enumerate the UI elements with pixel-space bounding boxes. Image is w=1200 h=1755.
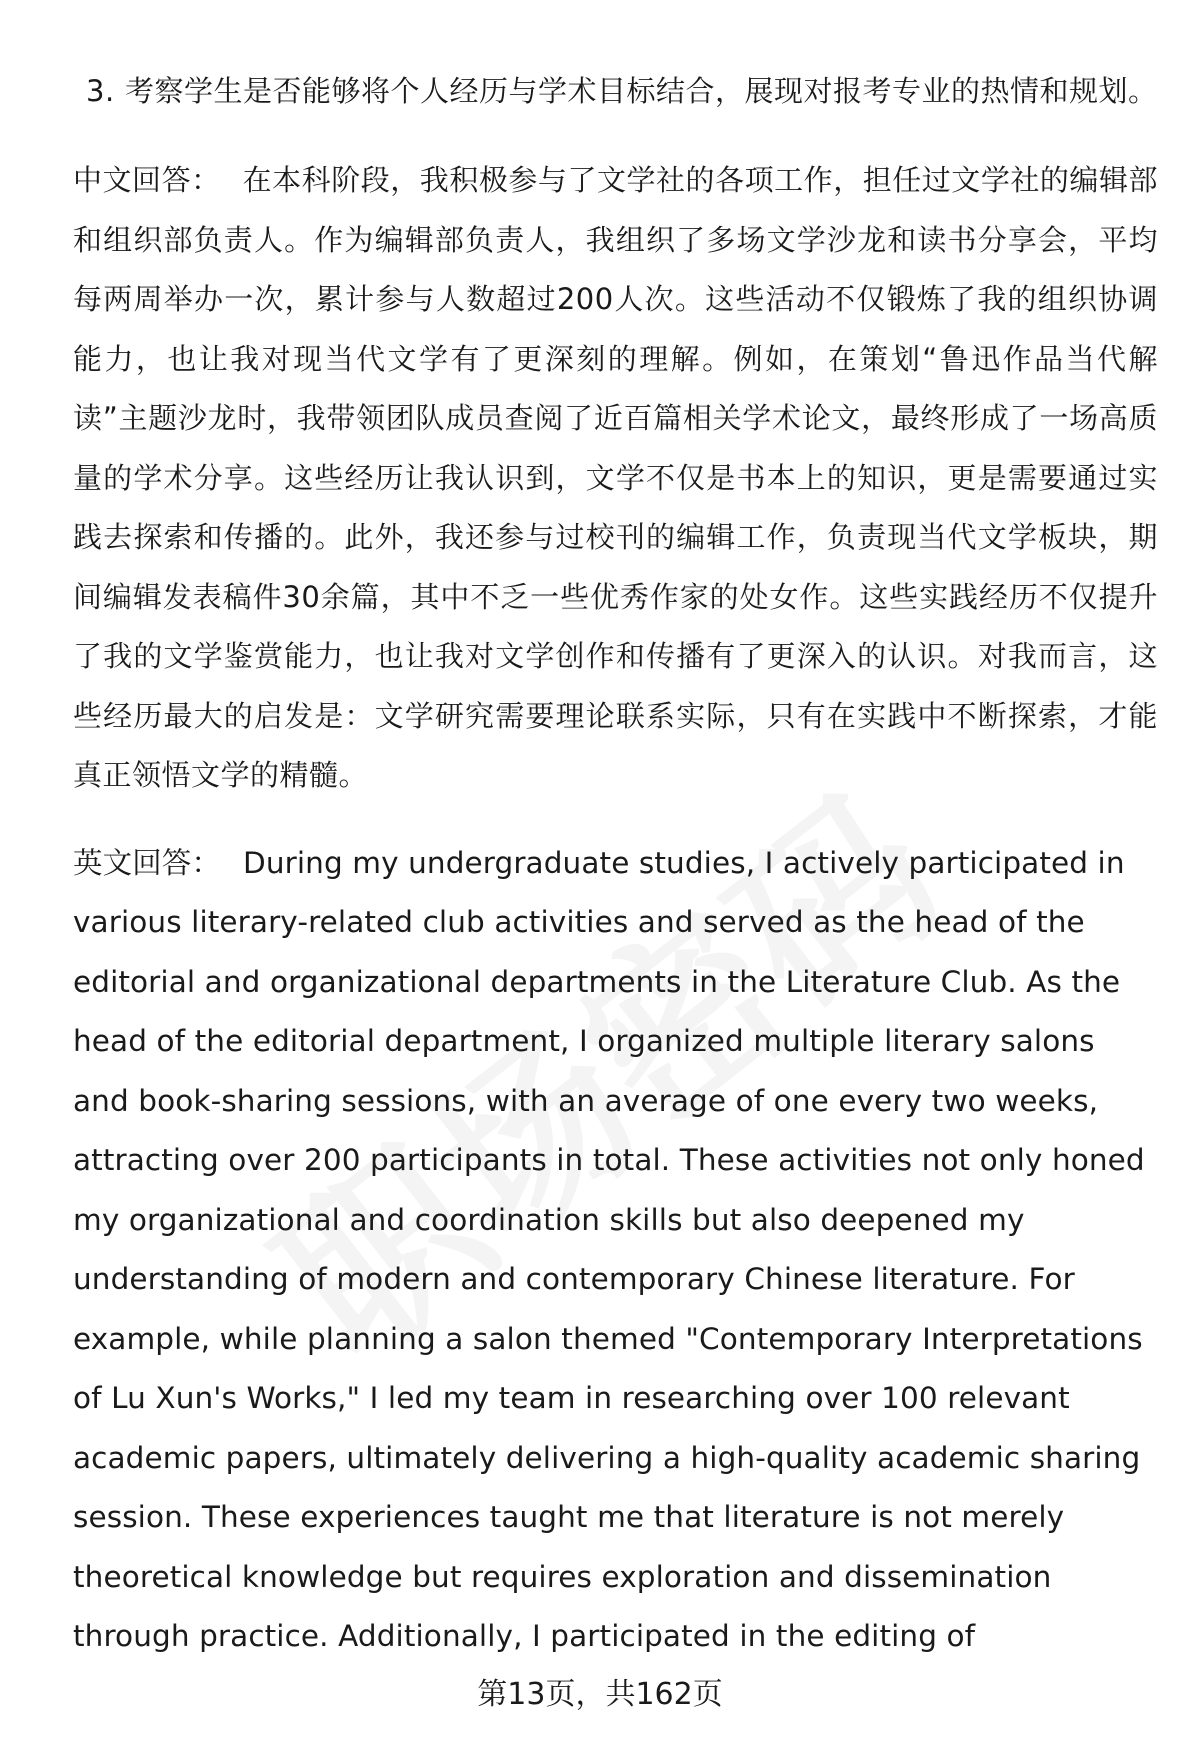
item-number: 3. xyxy=(86,74,115,108)
english-answer-text: During my undergraduate studies, I actively participated in various literary-related club activities and served as the head of the editorial and organizational departments in the Literature Club. As the head of the editorial department, I organized multiple literary salons and book-sharing sessions, with an average of one every two weeks, attracting over 200 participants in total. These activities not only honed my organizational and coordination skills but also deepened my understanding of modern and contemporary Chinese literature. For example, while planning a salon themed "Contemporary Interpretations of Lu Xun's Works," I led my team in researching over 100 relevant academic papers, ultimately delivering a high-quality academic sharing session. These experiences taught me that literature is not merely theoretical knowledge but requires exploration and dissemination through practice. Additionally, I participated in the editing of xyxy=(73,845,1145,1653)
page-content xyxy=(73,62,1158,1667)
numbered-item-3 xyxy=(73,62,1158,121)
chinese-answer-label: 中文回答： xyxy=(73,163,221,197)
chinese-answer-paragraph xyxy=(73,151,1158,806)
page-number-footer: 第13页，共162页 xyxy=(477,1677,723,1712)
english-answer-label: 英文回答： xyxy=(73,845,222,880)
item-text: 考察学生是否能够将个人经历与学术目标结合，展现对报考专业的热情和规划。 xyxy=(125,74,1158,108)
english-answer-paragraph xyxy=(73,834,1158,1667)
chinese-answer-text: 在本科阶段，我积极参与了文学社的各项工作，担任过文学社的编辑部和组织部负责人。作为编辑部负责人，我组织了多场文学沙龙和读书分享会，平均每两周举办一次，累计参与人数超过200人次。这些活动不仅锻炼了我的组织协调能力，也让我对现当代文学有了更深刻的理解。例如，在策划“鲁迅作品当代解读”主题沙龙时，我带领团队成员查阅了近百篇相关学术论文，最终形成了一场高质量的学术分享。这些经历让我认识到，文学不仅是书本上的知识，更是需要通过实践去探索和传播的。此外，我还参与过校刊的编辑工作，负责现当代文学板块，期间编辑发表稿件30余篇，其中不乏一些优秀作家的处女作。这些实践经历不仅提升了我的文学鉴赏能力，也让我对文学创作和传播有了更深入的认识。对我而言，这些经历最大的启发是：文学研究需要理论联系实际，只有在实践中不断探索，才能真正领悟文学的精髓。 xyxy=(73,163,1158,792)
